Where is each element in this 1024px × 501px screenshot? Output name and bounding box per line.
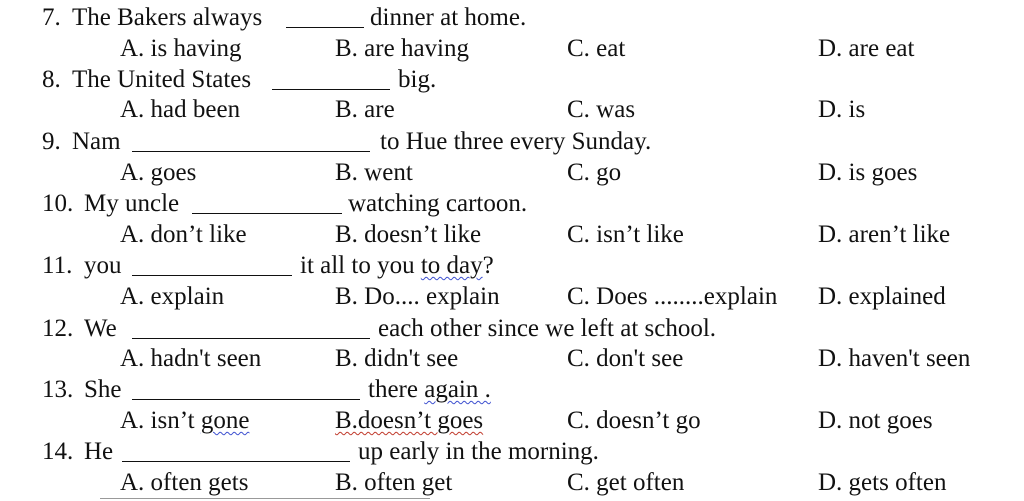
option-a-text: A. isn’t <box>120 407 201 434</box>
option-a: A. often gets <box>120 469 249 496</box>
option-b: B. went <box>335 159 413 186</box>
answer-blank <box>132 399 360 400</box>
option-a: A. explain <box>120 283 225 310</box>
question-number: 8. <box>42 66 61 93</box>
question-continuation: dinner at home. <box>370 4 527 31</box>
option-c: C. isn’t like <box>567 221 684 248</box>
answer-blank <box>132 151 370 152</box>
question-13 <box>0 374 1024 405</box>
bottom-divider <box>100 498 430 499</box>
option-a: A. don’t like <box>120 221 247 248</box>
question-stem: The Bakers always <box>72 4 263 31</box>
option-b: B. doesn’t like <box>335 221 482 248</box>
option-d: D. aren’t like <box>818 221 951 248</box>
question-14 <box>0 436 1024 467</box>
question-number: 12. <box>42 315 74 342</box>
option-b: B. didn't see <box>335 345 459 372</box>
question-number: 10. <box>42 190 74 217</box>
options-10 <box>0 219 1024 250</box>
option-d: D. haven't seen <box>818 345 971 372</box>
option-c: C. was <box>567 96 636 123</box>
options-13 <box>0 405 1024 436</box>
question-continuation: each other since we left at school. <box>378 315 717 342</box>
answer-blank <box>132 275 292 276</box>
answer-blank <box>122 461 350 462</box>
question-continuation <box>300 250 494 281</box>
option-d: D. are eat <box>818 35 915 62</box>
options-9 <box>0 157 1024 188</box>
option-c: C. eat <box>567 35 626 62</box>
options-14 <box>0 467 1024 498</box>
option-d: D. explained <box>818 283 946 310</box>
option-a: A. goes <box>120 159 197 186</box>
question-number: 9. <box>42 128 61 155</box>
question-continuation: up early in the morning. <box>358 438 599 465</box>
question-12 <box>0 313 1024 344</box>
continuation-punctuation: ? <box>482 252 494 279</box>
answer-blank <box>286 27 364 28</box>
continuation-text: there <box>368 376 425 403</box>
option-b: B.doesn’t goes <box>335 407 484 434</box>
question-number: 11. <box>42 252 73 279</box>
question-stem: My uncle <box>84 190 180 217</box>
question-number: 14. <box>42 438 74 465</box>
option-a <box>120 405 249 436</box>
question-continuation <box>368 374 491 405</box>
option-b: B. Do.... explain <box>335 283 500 310</box>
answer-blank <box>192 213 342 214</box>
answer-blank <box>272 89 390 90</box>
question-stem: Nam <box>72 128 121 155</box>
question-stem: The United States <box>72 66 252 93</box>
options-11 <box>0 281 1024 312</box>
answer-blank <box>132 338 370 339</box>
option-c: C. don't see <box>567 345 684 372</box>
option-a: A. is having <box>120 35 242 62</box>
question-9 <box>0 126 1024 157</box>
spellcheck-flagged-text: to day <box>420 252 483 279</box>
question-7 <box>0 2 1024 33</box>
question-10 <box>0 188 1024 219</box>
question-8 <box>0 64 1024 95</box>
question-number: 7. <box>42 4 61 31</box>
option-a: A. hadn't seen <box>120 345 262 372</box>
options-7 <box>0 33 1024 64</box>
question-11 <box>0 250 1024 281</box>
options-12 <box>0 343 1024 374</box>
option-c: C. go <box>567 159 622 186</box>
question-stem: We <box>84 315 117 342</box>
spellcheck-flagged-text: gone <box>200 407 250 434</box>
question-number: 13. <box>42 376 74 403</box>
question-stem: She <box>84 376 122 403</box>
question-stem: He <box>84 438 114 465</box>
option-d: D. is <box>818 96 866 123</box>
options-8 <box>0 94 1024 125</box>
spellcheck-flagged-text: again . <box>424 376 491 403</box>
option-d: D. gets often <box>818 469 947 496</box>
question-continuation: to Hue three every Sunday. <box>380 128 652 155</box>
option-b: B. often get <box>335 469 453 496</box>
question-continuation: watching cartoon. <box>348 190 528 217</box>
continuation-text: it all to you <box>300 252 421 279</box>
option-c: C. doesn’t go <box>567 407 701 434</box>
option-d: D. not goes <box>818 407 933 434</box>
option-c: C. get often <box>567 469 685 496</box>
option-a: A. had been <box>120 96 241 123</box>
option-d: D. is goes <box>818 159 918 186</box>
option-c: C. Does ........explain <box>567 283 778 310</box>
question-stem: you <box>84 252 122 279</box>
option-b: B. are <box>335 96 395 123</box>
option-b: B. are having <box>335 35 469 62</box>
question-continuation: big. <box>398 66 437 93</box>
